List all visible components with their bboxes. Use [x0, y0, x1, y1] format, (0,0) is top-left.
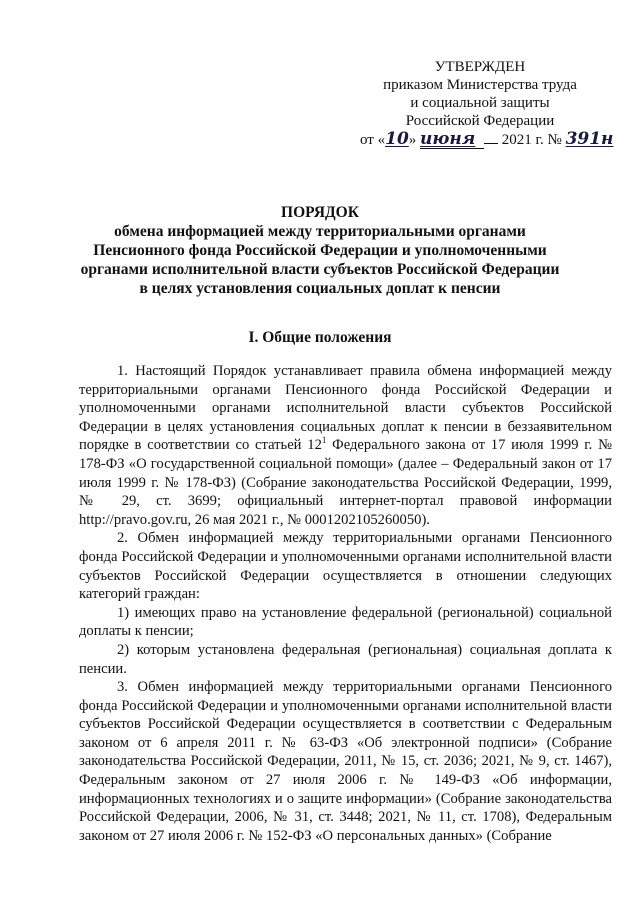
- document-title: [60, 203, 580, 298]
- paragraph-1-part-b: Федерального закона от 17 июля 1999 г. № 178-ФЗ «О государственной социальной помощи» (далее – Федеральный закон от 17 июля 1999 г. № 178-ФЗ) (Собрание законодательства Российской Федерации, 1999, № 29, ст. 3699; официальный интернет-портал правовой информации http://pravo.gov.ru, 26 мая 2021 г., № 0001202105260050).: [79, 437, 613, 528]
- document-body: [79, 362, 612, 845]
- approval-line-3: Российской Федерации: [405, 113, 555, 129]
- paragraph-2-item-1: 1) имеющих право на установление федеральной (региональной) социальной доплаты к пенсии;: [79, 604, 612, 640]
- approval-line-1: приказом Министерства труда: [383, 77, 577, 93]
- title-line-2: Пенсионного фонда Российской Федерации и уполномоченными: [93, 242, 547, 259]
- paragraph-1: [79, 362, 612, 529]
- approval-block: [350, 58, 614, 149]
- title-heading: ПОРЯДОК: [281, 204, 359, 221]
- title-line-3: органами исполнительной власти субъектов Российской Федерации: [80, 261, 560, 278]
- approval-line-2: и социальной защиты: [410, 95, 550, 111]
- paragraph-2: 2. Обмен информацией между территориальными органами Пенсионного фонда Российской Федерации и уполномоченными органами исполнительной власти субъектов Российской Федерации осуществляется в отношении следующих категорий граждан:: [79, 530, 612, 603]
- title-line-1: обмена информацией между территориальными органами: [114, 223, 526, 240]
- title-line-4: в целях установления социальных доплат к пенсии: [139, 280, 501, 297]
- date-mid: »: [408, 132, 417, 148]
- paragraph-1-part-a: 1. Настоящий Порядок устанавливает правила обмена информацией между территориальными органами Пенсионного фонда Российской Федерации и уполномоченными органами исполнительной власти субъектов Российской Федерации в целях установления социальных доплат к пенсии в беззаявительном порядке в соответствии со статьей 12: [79, 363, 612, 454]
- section-1-title: I. Общие положения: [248, 329, 392, 346]
- approval-heading: УТВЕРЖДЕН: [434, 59, 526, 75]
- approval-date-line: [350, 129, 614, 149]
- date-day: 10: [385, 129, 409, 149]
- order-number: 391н: [565, 129, 614, 149]
- paragraph-1-superscript: 1: [321, 435, 327, 446]
- paragraph-2-item-2: 2) которым установлена федеральная (региональная) социальная доплата к пенсии.: [79, 641, 612, 677]
- date-year: 2021 г. №: [501, 132, 562, 148]
- date-prefix: от «: [360, 132, 386, 148]
- date-month: июня: [420, 130, 484, 149]
- paragraph-3: 3. Обмен информацией между территориальными органами Пенсионного фонда Российской Федерации и уполномоченными органами исполнительной власти субъектов Российской Федерации осуществляется в соответствии с Федеральным законом от 6 апреля 2011 г. № 63-ФЗ «Об электронной подписи» (Собрание законодательства Российской Федерации, 2011, № 15, ст. 2036; 2021, № 9, ст. 1467), Федеральным законом от 27 июля 2006 г. № 149-ФЗ «Об информации, информационных технологиях и о защите информации» (Собрание законодательства Российской Федерации, 2006, № 31, ст. 3448; 2021, № 11, ст. 1708), Федеральным законом от 27 июля 2006 г. № 152-ФЗ «О персональных данных» (Собрание: [79, 679, 612, 844]
- month-underline: [484, 143, 498, 144]
